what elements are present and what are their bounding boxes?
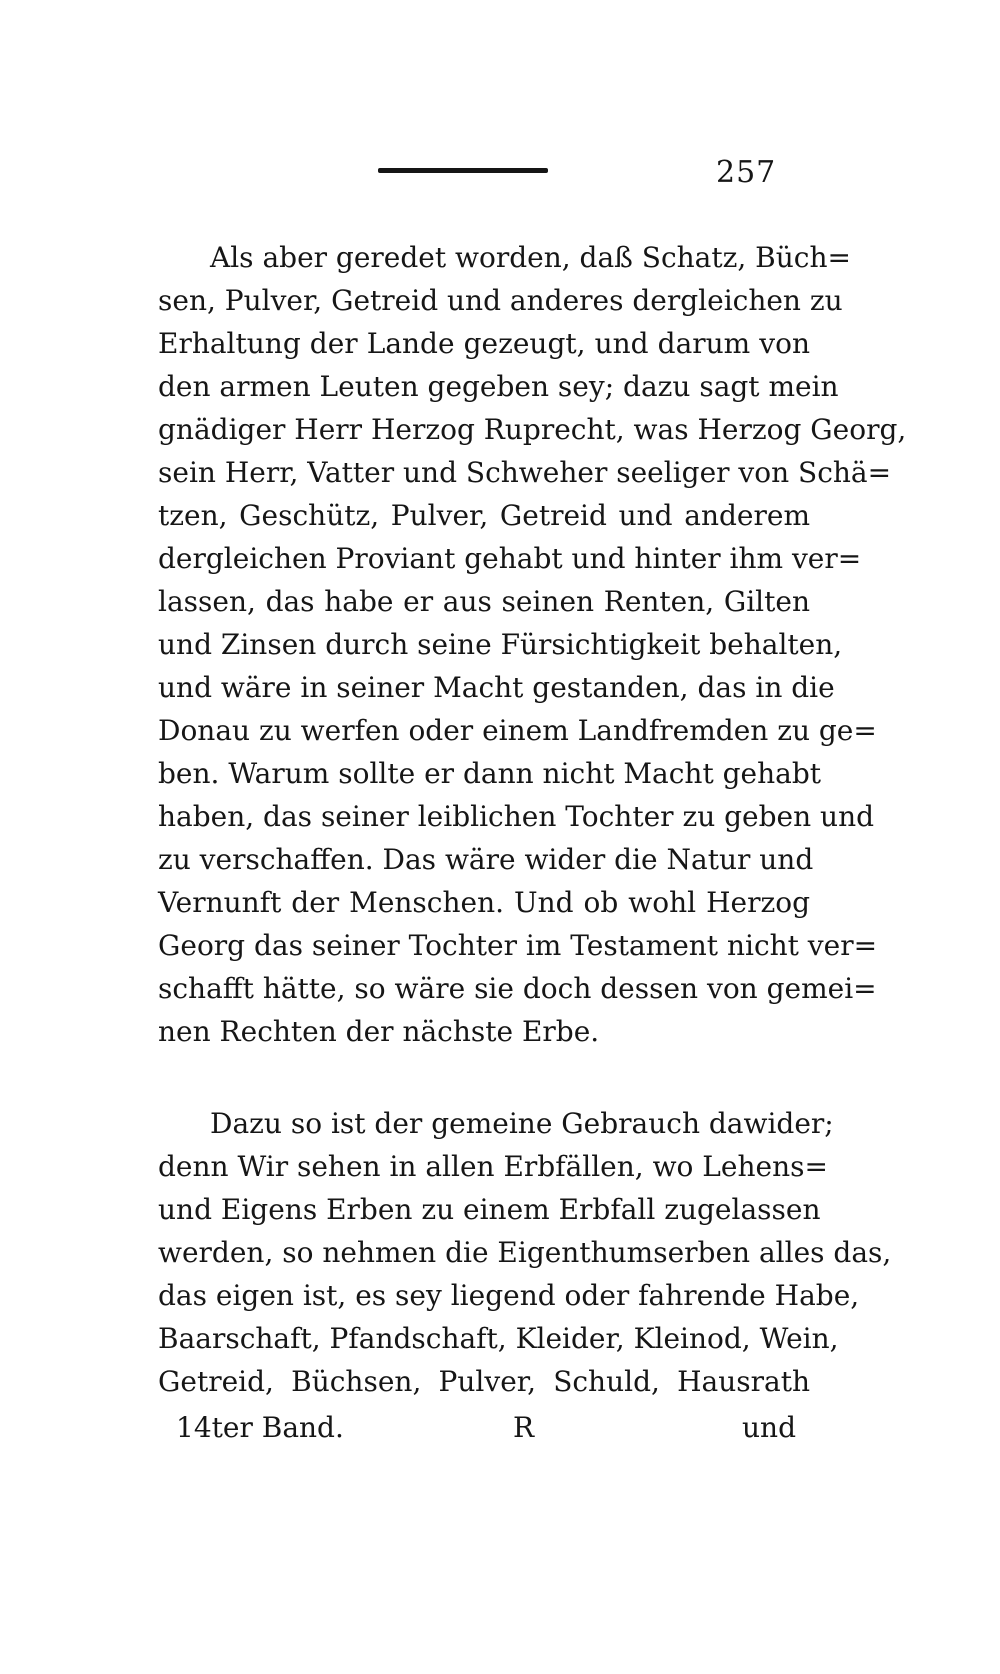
text-line: Getreid, Büchsen, Pulver, Schuld, Hausrath (158, 1365, 810, 1398)
text-line: gnädiger Herr Herzog Ruprecht, was Herzog Georg, (158, 413, 907, 446)
text-line: Donau zu werfen oder einem Landfremden zu ge= (158, 714, 877, 747)
page-number: 257 (716, 155, 777, 190)
catchword: und (742, 1411, 796, 1444)
text-line: sen, Pulver, Getreid und anderes dergleichen zu (158, 284, 843, 317)
text-line: sein Herr, Vatter und Schweher seeliger von Schä= (158, 456, 892, 489)
text-line: und Eigens Erben zu einem Erbfall zugelassen (158, 1193, 821, 1226)
text-line: und wäre in seiner Macht gestanden, das in die (158, 671, 835, 704)
text-line: schafft hätte, so wäre sie doch dessen von gemei= (158, 972, 877, 1005)
text-line: zu verschaffen. Das wäre wider die Natur und (158, 843, 814, 876)
text-line: und Zinsen durch seine Fürsichtigkeit behalten, (158, 628, 843, 661)
signature-mark: R (513, 1411, 535, 1444)
text-line: dergleichen Proviant gehabt und hinter ihm ver= (158, 542, 862, 575)
text-line: Als aber geredet worden, daß Schatz, Büch= (210, 241, 851, 274)
page-footer (176, 1408, 796, 1448)
text-line: haben, das seiner leiblichen Tochter zu geben und (158, 800, 875, 833)
paragraph-2 (158, 1102, 892, 1403)
text-line: Vernunft der Menschen. Und ob wohl Herzog (158, 886, 810, 919)
text-line: Erhaltung der Lande gezeugt, und darum von (158, 327, 810, 360)
text-line: werden, so nehmen die Eigenthumserben alles das, (158, 1236, 892, 1269)
text-line: Dazu so ist der gemeine Gebrauch dawider; (210, 1107, 834, 1140)
text-line: Georg das seiner Tochter im Testament nicht ver= (158, 929, 878, 962)
text-line: Baarschaft, Pfandschaft, Kleider, Kleinod, Wein, (158, 1322, 839, 1355)
text-line: den armen Leuten gegeben sey; dazu sagt mein (158, 370, 839, 403)
text-line: tzen, Geschütz, Pulver, Getreid und anderem (158, 499, 810, 532)
paragraph-1 (158, 236, 907, 1053)
text-line: das eigen ist, es sey liegend oder fahrende Habe, (158, 1279, 860, 1312)
text-line: denn Wir sehen in allen Erbfällen, wo Lehens= (158, 1150, 828, 1183)
volume-label: 14ter Band. (176, 1411, 344, 1444)
text-line: ben. Warum sollte er dann nicht Macht gehabt (158, 757, 822, 790)
header-rule (378, 168, 548, 173)
text-line: lassen, das habe er aus seinen Renten, Gilten (158, 585, 810, 618)
text-line: nen Rechten der nächste Erbe. (158, 1015, 600, 1048)
